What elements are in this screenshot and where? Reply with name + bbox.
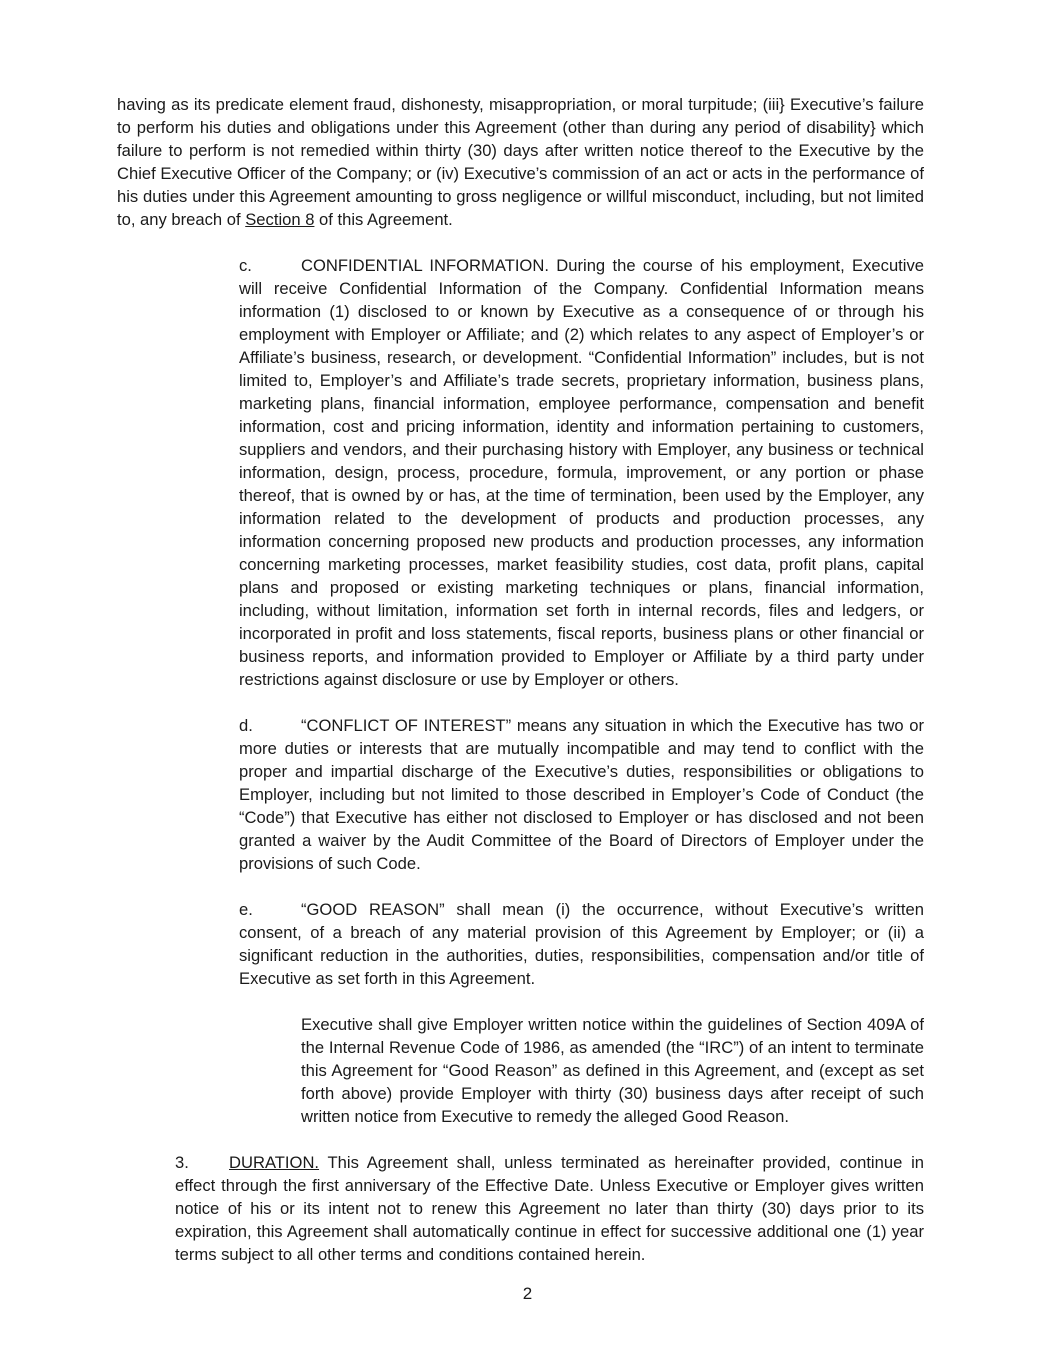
item-marker-e: e. <box>239 900 253 919</box>
paragraph-text: having as its predicate element fraud, dishonesty, misappropriation, or moral turpitude; (iii} Executive’s failure to perform his duties and obligations under this Agreement (other than during any period of disability} which failure to perform is not remedied within thirty (30) days after written notice thereof to the Executive by the Chief Executive Officer of the Company; or (iv) Executive’s commission of an act or acts in the performance of his duties under this Agreement amounting to gross negligence or willful misconduct, including, but not limited to, any breach of <box>117 95 924 229</box>
section-marker-3: 3. <box>175 1153 189 1172</box>
page-number: 2 <box>522 1284 533 1303</box>
heading-good-reason: “GOOD REASON” <box>301 900 445 919</box>
paragraph-text-end: of this Agreement. <box>314 210 453 229</box>
heading-conflict-of-interest: “CONFLICT OF INTEREST” <box>301 716 512 735</box>
paragraph-spacer <box>117 231 924 254</box>
paragraph-spacer <box>117 875 924 898</box>
section-8-reference: Section 8 <box>245 210 315 229</box>
paragraph-good-reason <box>117 898 924 990</box>
paragraph-spacer <box>117 990 924 1013</box>
heading-duration: DURATION. <box>229 1153 320 1172</box>
paragraph-conflict-of-interest <box>117 714 924 875</box>
paragraph-spacer <box>117 1128 924 1151</box>
paragraph-duration <box>117 1151 924 1266</box>
paragraph-text: This Agreement shall, unless terminated as hereinafter provided, continue in effect through the first anniversary of the Effective Date. Unless Executive or Employer gives written notice of his or its intent not to renew this Agreement no later than thirty (30) days prior to its expiration, this Agreement shall automatically continue in effect for successive additional one (1) year terms subject to all other terms and conditions contained herein. <box>175 1153 924 1264</box>
document-page <box>117 93 924 1266</box>
heading-confidential-information: CONFIDENTIAL INFORMATION. <box>301 256 549 275</box>
paragraph-continued <box>117 93 924 231</box>
paragraph-text: means any situation in which the Executive has two or more duties or interests that are mutually incompatible and may tend to conflict with the proper and impartial discharge of the Executive’s duties, responsibilities or obligations to Employer, including but not limited to those described in Employer’s Code of Conduct (the “Code”) that Executive has either not disclosed to Employer or has disclosed and not been granted a waiver by the Audit Committee of the Board of Directors of Employer under the provisions of such Code. <box>239 716 924 873</box>
paragraph-good-reason-notice: Executive shall give Employer written notice within the guidelines of Section 409A of the Internal Revenue Code of 1986, as amended (the “IRC”) of an intent to terminate this Agreement for “Good Reason” as defined in this Agreement, and (except as set forth above) provide Employer with thirty (30) business days after receipt of such written notice from Executive to remedy the alleged Good Reason. <box>301 1015 924 1126</box>
paragraph-spacer <box>117 691 924 714</box>
item-marker-d: d. <box>239 716 253 735</box>
paragraph-text: shall mean (i) the occurrence, without Executive’s written consent, of a breach of any material provision of this Agreement by Employer; or (ii) a significant reduction in the authorities, duties, responsibilities, compensation and/or title of Executive as set forth in this Agreement. <box>239 900 924 988</box>
item-marker-c: c. <box>239 256 252 275</box>
paragraph-text: During the course of his employment, Executive will receive Confidential Information of the Company. Confidential Information means information (1) disclosed to or known by Executive as a consequence of or through his employment with Employer or Affiliate; and (2) which relates to any aspect of Employer’s or Affiliate’s business, research, or development. “Confidential Information” includes, but is not limited to, Employer’s and Affiliate’s trade secrets, proprietary information, business plans, marketing plans, financial information, employee performance, compensation and benefit information, cost and pricing information, identity and information pertaining to customers, suppliers and vendors, and their purchasing history with Employer, any business or technical information, design, process, procedure, formula, improvement, or any portion or phase thereof, that is owned by or has, at the time of termination, been used by the Employer, any information related to the development of products and production processes, any information concerning proposed new products and production processes, any information concerning marketing processes, market feasibility studies, cost data, profit plans, capital plans and proposed or existing marketing techniques or plans, financial information, including, without limitation, information set forth in internal records, files and ledgers, or incorporated in profit and loss statements, fiscal reports, business plans or other financial or business reports, and information provided to Employer or Affiliate by a third party under restrictions against disclosure or use by Employer or others. <box>239 256 924 689</box>
paragraph-confidential-information <box>117 254 924 691</box>
